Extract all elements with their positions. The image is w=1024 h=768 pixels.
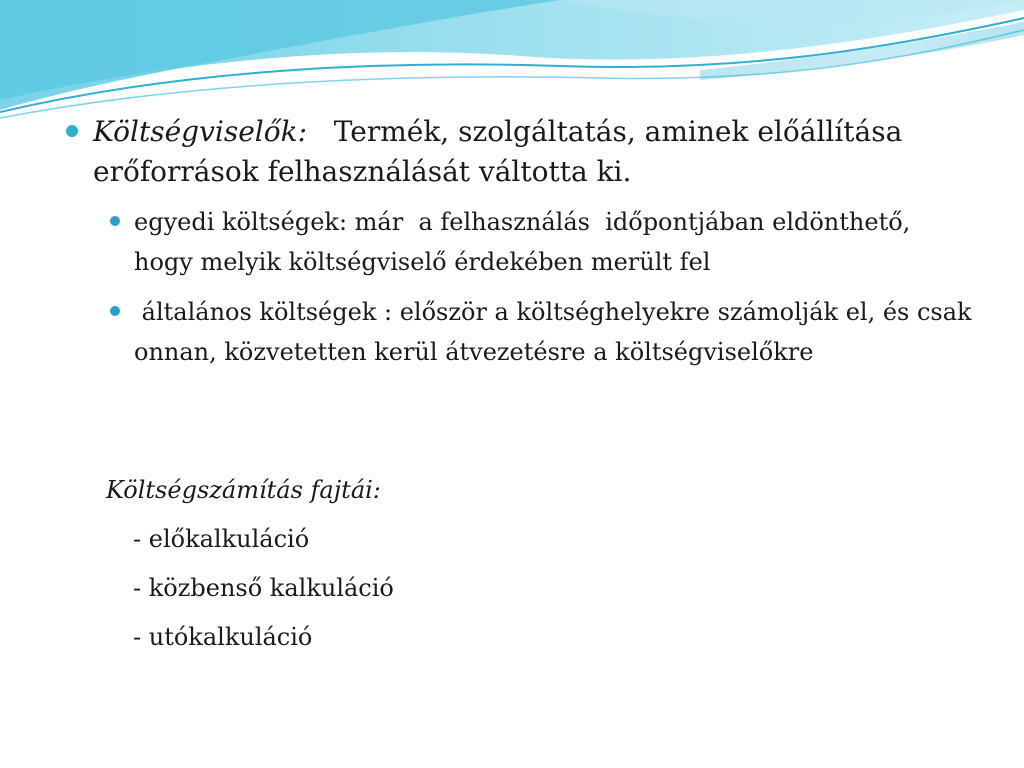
main-bullet-text: Termék, szolgáltatás, aminek előállítása erőforrások felhasználását váltotta ki. (93, 115, 903, 188)
bullet-dot-icon (66, 125, 78, 137)
main-bullet-spacer (316, 115, 334, 148)
slide-content (64, 112, 980, 372)
bullet-dot-icon (110, 306, 120, 316)
list-item: - előkalkuláció (133, 525, 310, 553)
section-subheading: Költségszámítás fajtái: (106, 476, 381, 504)
main-bullet-term: Költségviselők: (93, 115, 308, 148)
sub-bullet-individual-costs (134, 202, 974, 282)
sub-bullet-text: általános költségek : először a költséghelyekre számolják el, és csak onnan, közvetetten kerül átvezetésre a költségviselőkre (134, 298, 980, 366)
sub-bullet-general-costs (134, 292, 980, 372)
list-item: - utókalkuláció (133, 623, 313, 651)
list-item: - közbenső kalkuláció (133, 574, 394, 602)
main-bullet (64, 112, 974, 192)
header-wave-decoration (0, 0, 1024, 130)
sub-bullet-text: egyedi költségek: már a felhasználás időpontjában eldönthető, hogy melyik költségviselő érdekében merült fel (134, 208, 918, 276)
bullet-dot-icon (110, 216, 120, 226)
